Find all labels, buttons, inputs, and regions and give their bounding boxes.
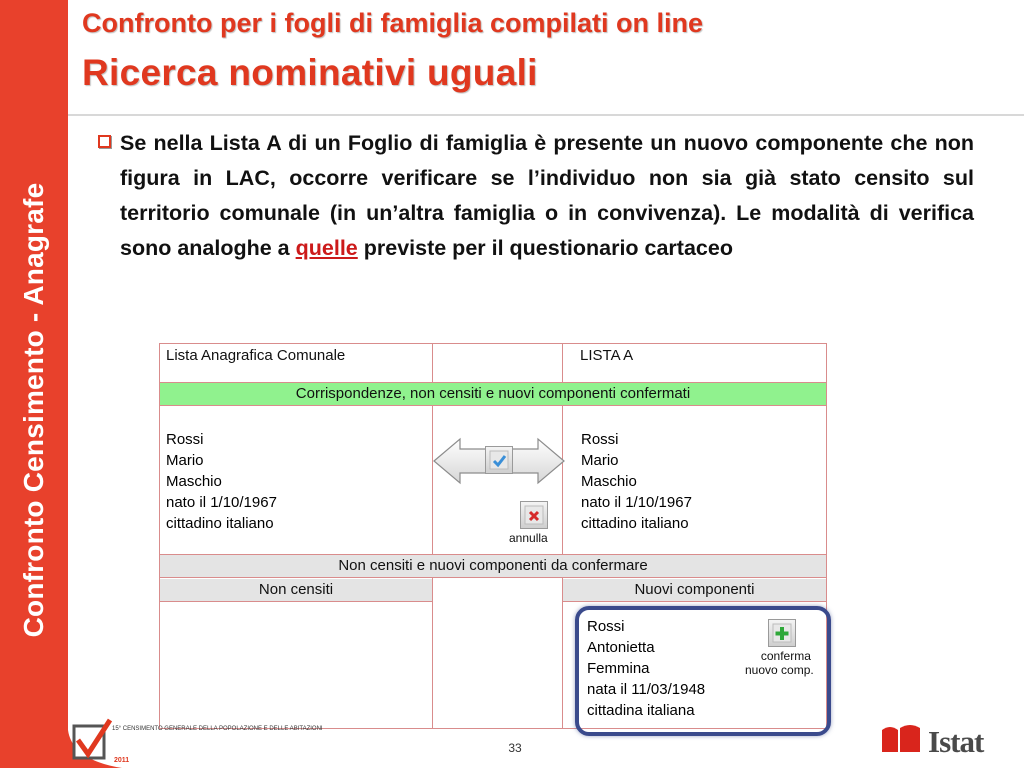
lac-person-record[interactable] — [166, 429, 277, 534]
page-title: Confronto per i fogli di famiglia compilati on line — [82, 8, 703, 38]
census-logo — [70, 718, 323, 766]
close-icon — [524, 505, 544, 525]
person-birth: nato il 1/10/1967 — [166, 494, 277, 511]
cancel-button[interactable] — [520, 501, 548, 529]
sidebar-vertical-title: Confronto Censimento - Anagrafe — [18, 182, 49, 638]
person-citizenship: cittadino italiano — [581, 515, 689, 532]
column-divider — [562, 578, 563, 728]
paragraph-after-link: previste per il questionario cartaceo — [363, 236, 733, 260]
census-logo-year: 2011 — [114, 757, 130, 764]
column-divider — [562, 344, 563, 382]
person-sex: Maschio — [166, 473, 222, 490]
pending-band — [160, 554, 826, 578]
confirm-label-line1: conferma — [760, 649, 811, 663]
istat-logo-text: Istat — [928, 724, 984, 759]
check-icon — [489, 450, 509, 470]
confirm-label-line2: nuovo comp. — [745, 663, 814, 677]
person-surname: Rossi — [587, 618, 625, 635]
person-citizenship: cittadina italiana — [587, 702, 695, 719]
column-divider — [432, 344, 433, 382]
person-name: Mario — [166, 452, 204, 469]
header-divider — [68, 114, 1024, 116]
page-subtitle: Ricerca nominativi uguali — [82, 52, 538, 93]
person-surname: Rossi — [581, 431, 619, 448]
person-birth: nata il 11/03/1948 — [587, 681, 706, 698]
lista-a-person-record[interactable] — [581, 429, 692, 534]
new-member-highlight — [575, 606, 831, 736]
pending-band-label: Non censiti e nuovi componenti da confermare — [338, 557, 648, 574]
person-citizenship: cittadino italiano — [166, 515, 274, 532]
census-logo-text: 15° CENSIMENTO GENERALE DELLA POPOLAZIONE E DELLE ABITAZIONI — [112, 726, 323, 732]
confirm-match-button[interactable] — [485, 446, 513, 474]
subheader-not-counted: Non censiti — [160, 579, 432, 602]
cancel-label: annulla — [509, 531, 548, 545]
person-surname: Rossi — [166, 431, 204, 448]
paragraph-before-link: Se nella Lista A di un Foglio di famiglia è presente un nuovo componente che non figura in LAC, occorre verificare se l’individuo non sia già stato censito sul territorio comunale (in un’altra famiglia o in convivenza). Le modalità di verifica sono analoghe a — [120, 131, 974, 260]
header-lista-a: LISTA A — [580, 347, 634, 364]
matches-band — [160, 382, 826, 406]
person-sex: Femmina — [587, 660, 650, 677]
paragraph-text — [120, 126, 974, 266]
checkbox-bullet-icon — [98, 135, 111, 148]
subheader-new-members: Nuovi componenti — [563, 579, 826, 602]
column-divider — [432, 578, 433, 728]
person-name: Antonietta — [587, 639, 655, 656]
page-number: 33 — [508, 741, 522, 755]
bullet-paragraph — [98, 126, 974, 266]
header-lac: Lista Anagrafica Comunale — [166, 347, 346, 364]
person-name: Mario — [581, 452, 619, 469]
person-sex: Maschio — [581, 473, 637, 490]
person-birth: nato il 1/10/1967 — [581, 494, 692, 511]
matches-band-label: Corrispondenze, non censiti e nuovi componenti confermati — [295, 385, 691, 402]
quelle-link[interactable]: quelle — [295, 236, 358, 260]
